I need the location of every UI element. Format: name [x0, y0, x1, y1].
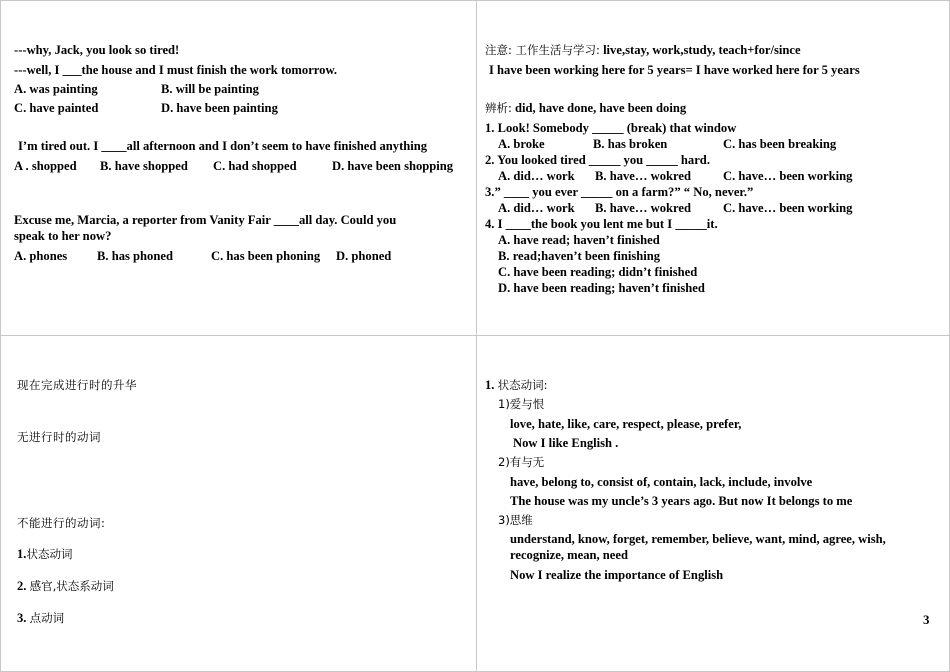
- q3-line2: speak to her now?: [14, 229, 112, 243]
- tr-q3-option-a: A. did… work: [498, 201, 575, 215]
- panel-top-right: [476, 0, 950, 336]
- q1-option-d: D. have been painting: [161, 101, 278, 115]
- q1-line2: ---well, I ___the house and I must finish the work tomorrow.: [14, 63, 338, 77]
- q1-line1: ---why, Jack, you look so tired!: [14, 43, 180, 57]
- tr-q3: 3.” ____ you ever _____ on a farm?” “ No, never.”: [485, 185, 754, 199]
- page-number: 3: [923, 612, 930, 627]
- q3-line1: Excuse me, Marcia, a reporter from Vanity Fair ____all day. Could you: [14, 213, 397, 227]
- q1-option-c: C. have painted: [14, 101, 99, 115]
- bianxi-line: [485, 101, 686, 115]
- br-s1-words: love, hate, like, care, respect, please, prefer,: [510, 417, 742, 431]
- note-label: 注意: 工作生活与学习:: [485, 43, 600, 57]
- tr-q2-option-a: A. did… work: [498, 169, 575, 183]
- tr-q2-option-c: C. have… been working: [723, 169, 853, 183]
- q2-option-b: B. have shopped: [100, 159, 188, 173]
- tr-q2-option-b: B. have… wokred: [595, 169, 691, 183]
- panel-bottom-right: [476, 335, 950, 672]
- br-heading: [485, 378, 547, 392]
- tr-q1-option-a: A. broke: [498, 137, 545, 151]
- bl-line3: 不能进行的动词:: [17, 516, 106, 530]
- br-s3-label-text: 3)思维: [498, 513, 533, 527]
- tr-q4: 4. I ____the book you lent me but I _____it.: [485, 217, 718, 231]
- tr-q4-option-d: D. have been reading; haven’t finished: [498, 281, 705, 295]
- note-line: [485, 43, 801, 57]
- q2-option-a: A . shopped: [14, 159, 77, 173]
- tr-q1-option-c: C. has been breaking: [723, 137, 837, 151]
- tr-q4-option-c: C. have been reading; didn’t finished: [498, 265, 698, 279]
- br-s2-label: [498, 455, 544, 469]
- panel-bottom-left: [0, 335, 477, 672]
- br-s2-example: The house was my uncle’s 3 years ago. But now It belongs to me: [510, 494, 853, 508]
- br-s2-label-text: 2)有与无: [498, 455, 545, 469]
- q3-option-a: A. phones: [14, 249, 68, 263]
- q2-option-c: C. had shopped: [213, 159, 297, 173]
- br-s3-words-1: understand, know, forget, remember, believe, want, mind, agree, wish,: [510, 532, 886, 546]
- note-example: I have been working here for 5 years= I have worked here for 5 years: [489, 63, 860, 77]
- bl-item2-num: 2.: [17, 579, 27, 593]
- tr-q1-option-b: B. has broken: [593, 137, 668, 151]
- bl-item1-text: 状态动词: [26, 547, 73, 561]
- q1-option-a: A. was painting: [14, 82, 98, 96]
- q2-line1: I’m tired out. I ____all afternoon and I don’t seem to have finished anything: [18, 139, 428, 153]
- bianxi-text: did, have done, have been doing: [515, 101, 687, 115]
- q3-option-c: C. has been phoning: [211, 249, 321, 263]
- q3-option-b: B. has phoned: [97, 249, 173, 263]
- bl-item3-num: 3.: [17, 611, 27, 625]
- br-s3-label: [498, 513, 533, 527]
- tr-q2: 2. You looked tired _____ you _____ hard.: [485, 153, 710, 167]
- bl-line2: 无进行时的动词: [17, 430, 101, 444]
- br-heading-text: 状态动词:: [497, 378, 548, 392]
- tr-q4-option-b: B. read;haven’t been finishing: [498, 249, 661, 263]
- br-s1-label-text: 1)爱与恨: [498, 397, 545, 411]
- tr-q3-option-c: C. have… been working: [723, 201, 853, 215]
- bl-item1: [17, 547, 72, 561]
- br-s1-example: Now I like English .: [513, 436, 619, 450]
- bianxi-label: 辨析:: [485, 101, 512, 115]
- tr-q1: 1. Look! Somebody _____ (break) that window: [485, 121, 737, 135]
- br-s2-words: have, belong to, consist of, contain, lack, include, involve: [510, 475, 813, 489]
- bl-item2: [17, 579, 114, 593]
- bl-line1: 现在完成进行时的升华: [17, 378, 137, 392]
- tr-q3-option-b: B. have… wokred: [595, 201, 691, 215]
- bl-item1-num: 1.: [17, 547, 27, 561]
- br-s1-label: [498, 397, 544, 411]
- bl-item2-text: 感官,状态系动词: [29, 579, 114, 593]
- br-s3-words-2: recognize, mean, need: [510, 548, 628, 562]
- q1-option-b: B. will be painting: [161, 82, 259, 96]
- bl-item3-text: 点动词: [29, 611, 65, 625]
- q2-option-d: D. have been shopping: [332, 159, 454, 173]
- q3-option-d: D. phoned: [336, 249, 392, 263]
- tr-q4-option-a: A. have read; haven’t finished: [498, 233, 660, 247]
- panel-top-left: [0, 0, 477, 336]
- note-text: live,stay, work,study, teach+for/since: [603, 43, 801, 57]
- bl-item3: [17, 611, 64, 625]
- br-heading-num: 1.: [485, 378, 495, 392]
- br-s3-example: Now I realize the importance of English: [510, 568, 724, 582]
